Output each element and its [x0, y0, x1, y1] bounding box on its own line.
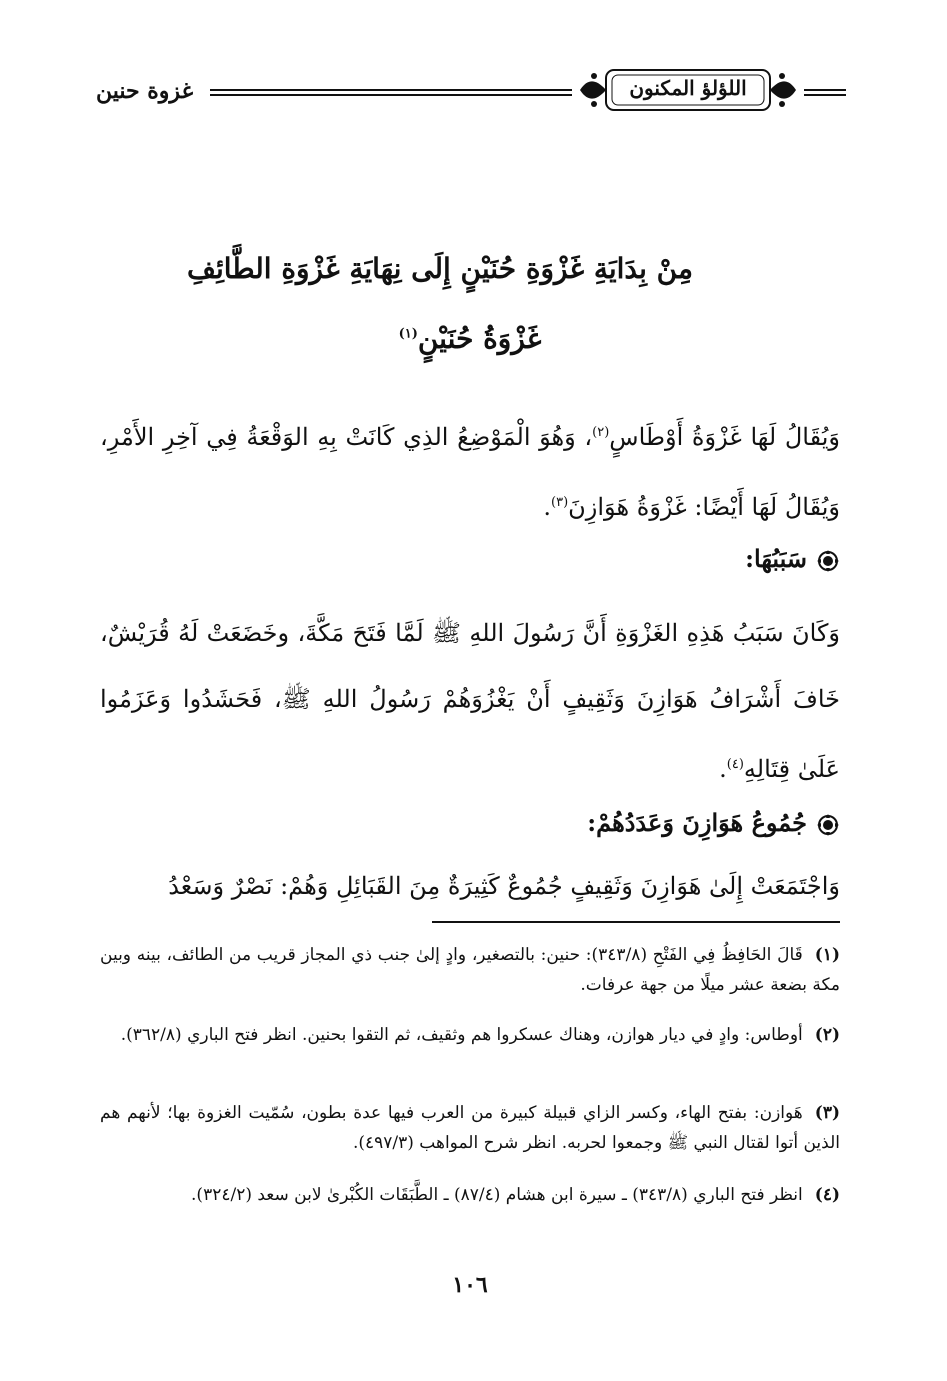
- footnote-number: (٤): [814, 1185, 840, 1205]
- footnote-text: قَالَ الحَافِظُ فِي الفَتْحِ (٣٤٣/٨): حنين: بالتصغير، وادٍ إلىٰ جنب ذي المجاز قريب من الطائف، بينه وبين مكة بضعة عشر ميلًا من جهة عرفات.: [100, 945, 840, 995]
- subheading-forces: [587, 808, 839, 837]
- paragraph-1-text-b: ، وَهُوَ الْمَوْضِعُ الذِي كَانَتْ بِهِ الوَقْعَةُ فِي آخِرِ الأَمْرِ، وَيُقَالُ لَهَا أَيْضًا: غَزْوَةُ هَوَازِنَ: [100, 423, 840, 521]
- header-cartouche: [578, 64, 798, 116]
- section-heading: [320, 322, 620, 355]
- paragraph-1-text-a: وَيُقَالُ لَهَا غَزْوَةُ أَوْطَاسٍ: [609, 423, 840, 451]
- paragraph-1: [100, 400, 840, 540]
- footnote-separator: [432, 921, 840, 923]
- header-rule-left: [210, 89, 572, 96]
- page-number: ١٠٦: [452, 1272, 488, 1298]
- running-header-book-title: اللؤلؤ المكنون: [629, 76, 747, 100]
- footnote-1: [100, 940, 840, 1000]
- paragraph-2-text-b: .: [719, 755, 727, 783]
- paragraph-3: وَاجْتَمَعَتْ إِلَىٰ هَوَازِنَ وَثَقِيفٍ جُمُوعٌ كَثِيرَةٌ مِنَ القَبَائِلِ وَهُمْ: نَصْرٌ وَسَعْدُ: [168, 872, 840, 900]
- footnote-ref-4: (٤): [726, 757, 744, 772]
- footnote-4: [100, 1180, 840, 1210]
- footnote-text: انظر فتح الباري (٣٤٣/٨) ـ سيرة ابن هشام (٨٧/٤) ـ الطَّبَقَات الكُبْرىٰ لابن سعد (٣٢٤/٢).: [191, 1185, 803, 1205]
- footnote-text: هَوازن: بفتح الهاء، وكسر الزاي قبيلة كبيرة من العرب فيها عدة بطون، سُمّيت الغزوة بها؛ لأنهم هم الذين أتوا لقتال النبي ﷺ وجمعوا لحربه. انظر شرح المواهب (٤٩٧/٣).: [100, 1103, 840, 1153]
- header-rule-right: [804, 89, 846, 96]
- section-heading-text: غَزْوَةُ حُنَيْنٍ: [417, 322, 542, 355]
- footnote-text: أوطاس: وادٍ في ديار هوازن، وهناك عسكروا هم وثقيف، ثم التقوا بحنين. انظر فتح الباري (٣٦٢/٨).: [120, 1025, 803, 1045]
- chapter-heading: مِنْ بِدَايَةِ غَزْوَةِ حُنَيْنٍ إِلَى نِهَايَةِ غَزْوَةِ الطَّائِفِ: [187, 252, 693, 285]
- footnote-2: [100, 1020, 840, 1050]
- footnote-3: [100, 1098, 840, 1158]
- running-header-chapter: غزوة حنين: [96, 78, 194, 104]
- flower-ornament-icon: [817, 814, 839, 836]
- subheading-forces-text: جُمُوعُ هَوَازِنَ وَعَدَدُهُمْ:: [587, 808, 807, 837]
- paragraph-1-text-c: .: [543, 493, 552, 521]
- footnote-number: (١): [814, 945, 840, 965]
- subheading-reason: [745, 544, 839, 573]
- paragraph-2: [100, 600, 840, 802]
- flower-ornament-icon: [817, 550, 839, 572]
- subheading-reason-text: سَبَبُهَا:: [745, 544, 807, 573]
- paragraph-2-text-a: وَكَانَ سَبَبُ هَذِهِ الغَزْوَةِ أَنَّ رَسُولَ اللهِ ﷺ لَمَّا فَتَحَ مَكَّةَ، وخَضَعَتْ لَهُ قُرَيْشٌ، خَافَ أَشْرَافُ هَوَازِنَ وَثَقِيفٍ أَنْ يَغْزُوَهُمْ رَسُولُ اللهِ ﷺ، فَحَشَدُوا وَعَزَمُوا عَلَىٰ قِتَالِهِ: [100, 619, 840, 783]
- footnote-number: (٣): [814, 1103, 840, 1123]
- footnote-ref-3: (٣): [551, 495, 569, 510]
- footnote-ref-2: (٢): [592, 425, 610, 440]
- footnote-number: (٢): [814, 1025, 840, 1045]
- footnote-ref-1: (١): [398, 326, 418, 342]
